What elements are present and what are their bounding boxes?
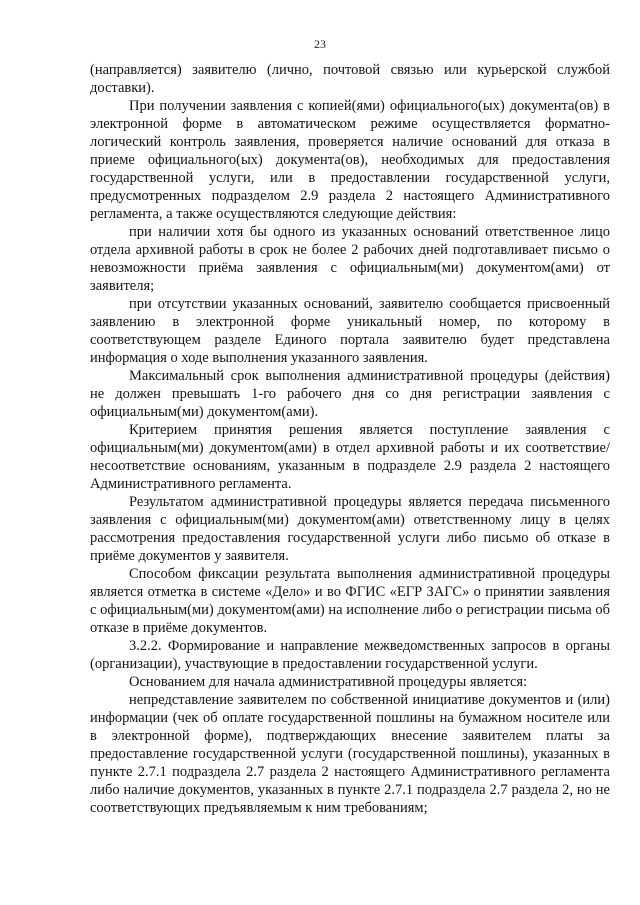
paragraph: Способом фиксации результата выполнения административной процедуры является отметка в системе «Дело» и во ФГИС «ЕГР ЗАГС» о принятии заявления с официальным(ми) документом(ами) на исполнение либо о регистрации письма об отказе в приёме документов.: [90, 566, 610, 636]
paragraph: Критерием принятия решения является поступление заявления с официальным(ми) документом(ами) в отдел архивной работы и их соответствие/несоответствие основаниям, указанным в подразделе 2.9 раздела 2 настоящего Административного регламента.: [90, 422, 610, 492]
paragraph: Максимальный срок выполнения административной процедуры (действия) не должен превышать 1-го рабочего дня со дня регистрации заявления с официальным(ми) документом(ами).: [90, 368, 610, 420]
paragraph: при отсутствии указанных оснований, заявителю сообщается присвоенный заявлению в электронной форме уникальный номер, по которому в соответствующем разделе Единого портала заявителю будет представлена информация о ходе выполнения указанного заявления.: [90, 296, 610, 366]
paragraph: при наличии хотя бы одного из указанных оснований ответственное лицо отдела архивной работы в срок не более 2 рабочих дней подготавливает письмо о невозможности приёма заявления с официальным(ми) документом(ами) от заявителя;: [90, 224, 610, 294]
paragraph: Результатом административной процедуры является передача письменного заявления с официальным(ми) документом(ами) ответственному лицу в целях рассмотрения предоставления государственной услуги либо письмо об отказе в приёме документов у заявителя.: [90, 494, 610, 564]
paragraph: Основанием для начала административной процедуры является:: [129, 674, 528, 690]
paragraph: (направляется) заявителю (лично, почтовой связью или курьерской службой доставки).: [90, 62, 610, 96]
section-heading-paragraph: 3.2.2. Формирование и направление межведомственных запросов в органы (организации), участвующие в предоставлении государственной услуги.: [90, 638, 610, 672]
body-text: [90, 61, 610, 817]
paragraph: непредставление заявителем по собственной инициативе документов и (или) информации (чек об оплате государственной пошлины на бумажном носителе или в электронной форме), подтверждающих внесение заявителем платы за предоставление государственной услуги (государственной пошлины), указанных в пункте 2.7.1 подраздела 2.7 раздела 2 настоящего Административного регламента либо наличие документов, указанных в пункте 2.7.1 подраздела 2.7 раздела 2, но не соответствующих предъявляемым к ним требованиям;: [90, 692, 610, 816]
page-number: 23: [314, 37, 326, 51]
paragraph: При получении заявления с копией(ями) официального(ых) документа(ов) в электронной форме в автоматическом режиме осуществляется форматно-логический контроль заявления, проверяется наличие оснований для отказа в приеме официального(ых) документа(ов), необходимых для предоставления государственной услуги, или в предоставлении государственной услуги, предусмотренных подразделом 2.9 раздела 2 настоящего Административного регламента, а также осуществляются следующие действия:: [90, 98, 610, 222]
